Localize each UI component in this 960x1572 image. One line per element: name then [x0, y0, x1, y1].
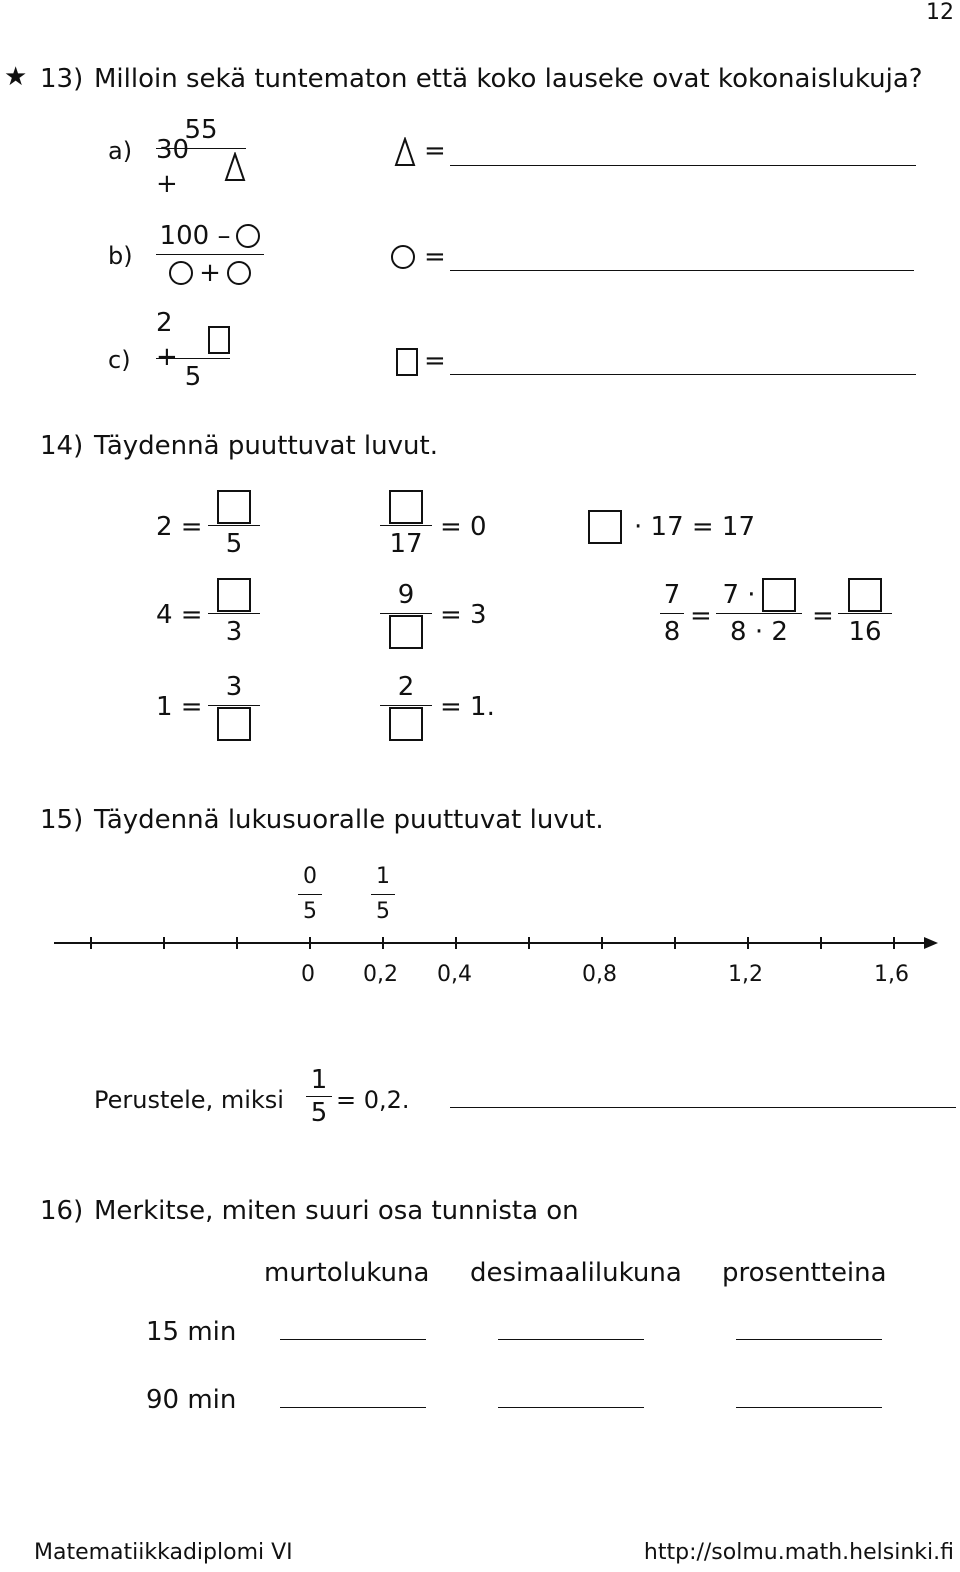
answer-box[interactable]	[217, 490, 251, 524]
q13-number: 13)	[40, 64, 84, 94]
number-line	[50, 928, 942, 958]
answer-box[interactable]	[588, 510, 622, 544]
q13b-plus: +	[199, 258, 221, 288]
q13a-answer-line[interactable]	[450, 165, 916, 166]
q14-r1c-rhs: · 17 = 17	[634, 512, 756, 542]
circle-icon	[236, 224, 260, 248]
footer-right: http://solmu.math.helsinki.fi	[643, 1540, 954, 1565]
star-icon: ★	[4, 62, 28, 92]
q14-r2c-n1: 7	[663, 580, 681, 610]
q16-row-90min: 90 min	[146, 1385, 237, 1415]
numberline-decimal-label: 0,2	[363, 962, 398, 987]
answer-line[interactable]	[280, 1339, 426, 1340]
circle-icon	[391, 245, 415, 269]
q14-r3b-rhs: = 1.	[440, 692, 495, 722]
q14-r3a-fraction	[208, 669, 260, 742]
triangle-icon	[224, 152, 246, 182]
q13a-denominator: 30 +	[156, 135, 190, 199]
square-icon	[396, 348, 418, 376]
circle-icon	[227, 261, 251, 285]
q13-prompt: Milloin sekä tuntematon että koko lauseke ovat kokonaislukuja?	[94, 64, 923, 94]
answer-box[interactable]	[389, 490, 423, 524]
q15-prompt: Täydennä lukusuoralle puuttuvat luvut.	[94, 805, 604, 835]
q13b-label: b)	[108, 242, 133, 270]
q14-r2b-rhs: = 3	[440, 600, 487, 630]
q16-prompt: Merkitse, miten suuri osa tunnista on	[94, 1196, 579, 1226]
answer-line[interactable]	[498, 1339, 644, 1340]
answer-line[interactable]	[280, 1407, 426, 1408]
circle-icon	[169, 261, 193, 285]
q14-r2c-d1: 8	[663, 617, 681, 647]
q14-r1b-rhs: = 0	[440, 512, 487, 542]
q14-r2c-eq1: =	[690, 601, 712, 631]
q14-r1b-den: 17	[389, 529, 423, 559]
q13a-equals: =	[424, 136, 446, 166]
q13b-fraction	[156, 218, 264, 291]
q13c-denominator: 5	[184, 362, 202, 392]
q14-r1a-den: 5	[225, 529, 243, 559]
q14-prompt: Täydennä puuttuvat luvut.	[94, 431, 438, 461]
q16-number: 16)	[40, 1196, 84, 1226]
q14-r2b-fraction	[380, 577, 432, 650]
q13b-numerator: 100 –	[159, 221, 231, 251]
answer-box[interactable]	[217, 707, 251, 741]
footer-left: Matematiikkadiplomi VI	[34, 1540, 293, 1565]
numberline-frac-label: 0 5	[298, 860, 322, 929]
answer-line[interactable]	[736, 1339, 882, 1340]
q15-justify-text: Perustele, miksi	[94, 1086, 284, 1114]
q14-r2a-den: 3	[225, 617, 243, 647]
q14-r2c-d3: 16	[848, 617, 882, 647]
q14-r3a-num: 3	[225, 672, 243, 702]
q13c-answer-line[interactable]	[450, 374, 916, 375]
q14-number: 14)	[40, 431, 84, 461]
numberline-decimal-label: 1,6	[874, 962, 909, 987]
q13a-label: a)	[108, 137, 133, 165]
q14-r2c-d2: 8 · 2	[730, 617, 788, 647]
q16-col-percent: prosentteina	[722, 1258, 887, 1288]
numberline-decimal-label: 0,4	[437, 962, 472, 987]
answer-box[interactable]	[389, 707, 423, 741]
numberline-decimal-label: 1,2	[728, 962, 763, 987]
q14-r2b-num: 9	[397, 580, 415, 610]
q14-r2c-frac1	[660, 577, 684, 650]
q14-r2a-fraction	[208, 577, 260, 650]
q14-r2c-frac3	[838, 577, 892, 650]
q13a-fraction	[156, 112, 246, 199]
q14-r1a-fraction	[208, 489, 260, 562]
q16-col-decimal: desimaalilukuna	[470, 1258, 682, 1288]
q15-number: 15)	[40, 805, 84, 835]
triangle-icon	[394, 137, 416, 167]
q13c-label: c)	[108, 346, 131, 374]
q14-r2c-frac2	[716, 577, 802, 650]
q13c-equals: =	[424, 346, 446, 376]
answer-box[interactable]	[762, 578, 796, 612]
answer-box[interactable]	[217, 578, 251, 612]
q14-r3b-fraction	[380, 669, 432, 742]
page-number: 12	[926, 0, 954, 25]
answer-box[interactable]	[389, 615, 423, 649]
numberline-decimal-label: 0,8	[582, 962, 617, 987]
answer-line[interactable]	[498, 1407, 644, 1408]
numberline-decimal-label: 0	[301, 962, 315, 987]
q14-r3b-num: 2	[397, 672, 415, 702]
q13b-answer-line[interactable]	[450, 270, 914, 271]
q13b-equals: =	[424, 242, 446, 272]
q13c-numerator: 2 +	[156, 308, 178, 372]
answer-line[interactable]	[736, 1407, 882, 1408]
square-icon	[208, 326, 230, 354]
q14-r3a-lhs: 1 =	[156, 692, 203, 722]
q13c-fraction	[156, 308, 230, 395]
numberline-frac-label: 1 5	[371, 860, 395, 929]
answer-box[interactable]	[848, 578, 882, 612]
q14-r1a-lhs: 2 =	[156, 512, 203, 542]
q14-r2a-lhs: 4 =	[156, 600, 203, 630]
q13a-numerator: 55	[184, 115, 218, 145]
q16-row-15min: 15 min	[146, 1317, 237, 1347]
q16-col-fraction: murtolukuna	[264, 1258, 430, 1288]
q14-r1b-fraction	[380, 489, 432, 562]
q14-r2c-n2: 7 ·	[722, 580, 756, 610]
q15-answer-line[interactable]	[450, 1107, 956, 1108]
q15-justify-rhs: = 0,2.	[336, 1086, 410, 1114]
q15-justify-fraction: 1 5	[306, 1064, 332, 1129]
q14-r2c-eq2: =	[812, 601, 834, 631]
